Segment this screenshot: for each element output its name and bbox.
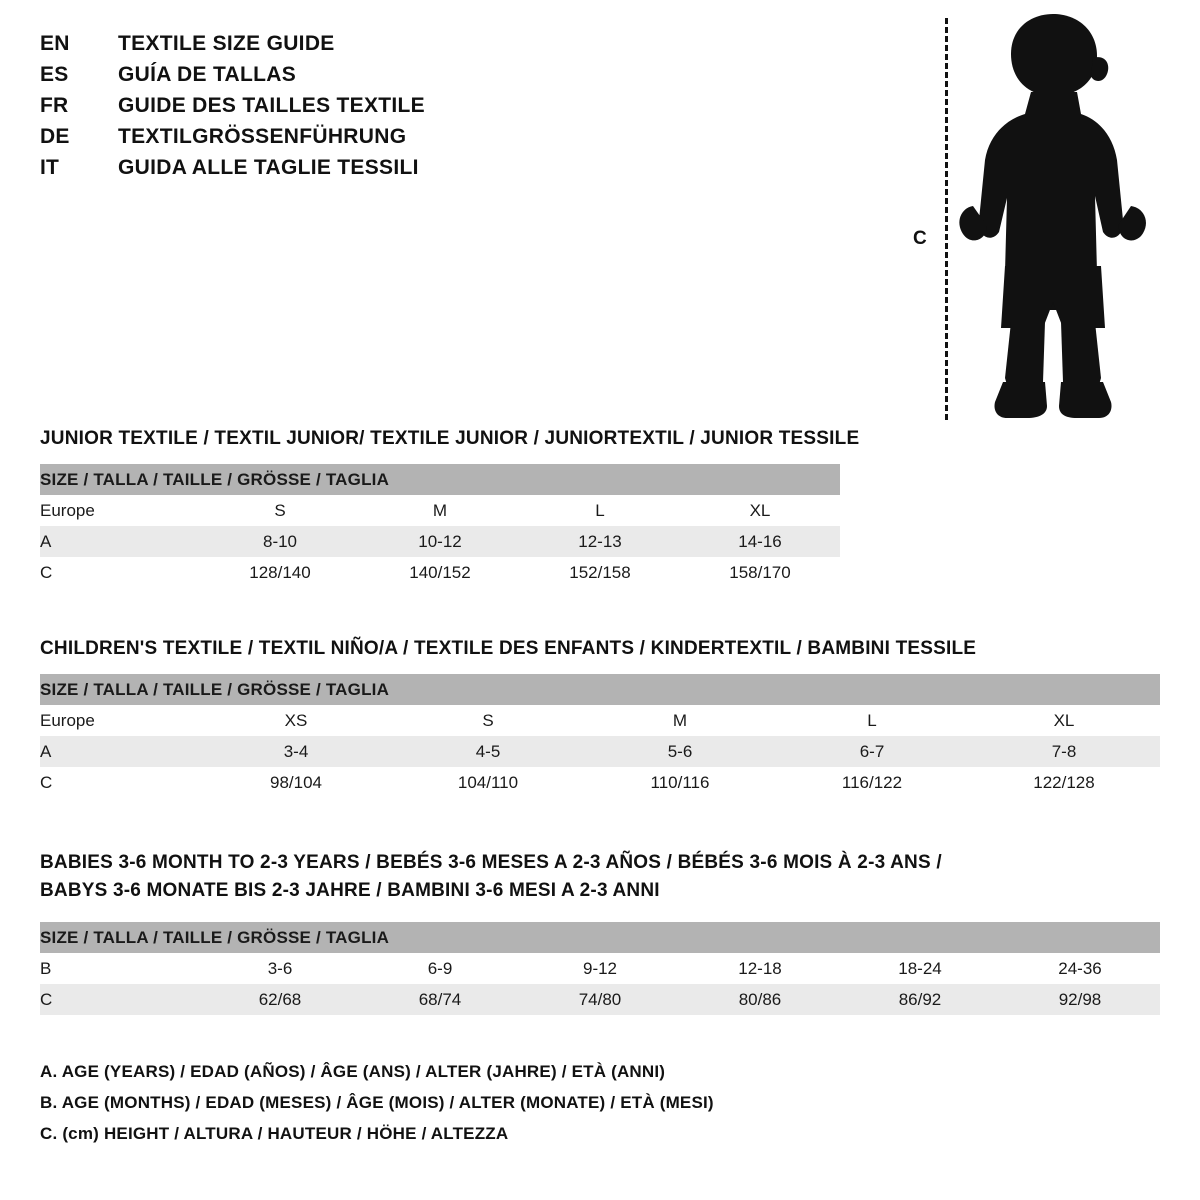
measure-dashed-line (945, 18, 948, 420)
cell-c-5: 86/92 (840, 984, 1000, 1015)
language-row-es (40, 63, 660, 94)
cell-a-m: 10-12 (360, 526, 520, 557)
language-code-fr: FR (40, 94, 69, 117)
language-code-de: DE (40, 125, 70, 148)
language-text-de: TEXTILGRÖSSENFÜHRUNG (118, 125, 407, 148)
babies-title-line-1: BABIES 3-6 MONTH TO 2-3 YEARS / BEBÉS 3-6 MESES A 2-3 AÑOS / BÉBÉS 3-6 MOIS À 2-3 ANS / (40, 852, 942, 873)
cell-a-l: 6-7 (776, 736, 968, 767)
language-row-it (40, 156, 660, 187)
row-label-europe: Europe (40, 495, 200, 526)
cell-a-xl: 7-8 (968, 736, 1160, 767)
junior-table-header: SIZE / TALLA / TAILLE / GRÖSSE / TAGLIA (40, 464, 840, 495)
cell-b-6: 24-36 (1000, 953, 1160, 984)
cell-c-1: 62/68 (200, 984, 360, 1015)
cell-c-xs: 98/104 (200, 767, 392, 798)
cell-europe-m: M (584, 705, 776, 736)
language-code-es: ES (40, 63, 69, 86)
table-row (40, 705, 1160, 736)
table-row (40, 526, 840, 557)
row-label-a: A (40, 736, 200, 767)
measure-label-c: C (913, 228, 927, 249)
children-section (40, 638, 1160, 798)
table-header-row (40, 674, 1160, 705)
cell-europe-s: S (392, 705, 584, 736)
cell-b-5: 18-24 (840, 953, 1000, 984)
cell-c-m: 140/152 (360, 557, 520, 588)
cell-europe-m: M (360, 495, 520, 526)
cell-europe-xs: XS (200, 705, 392, 736)
children-table-header: SIZE / TALLA / TAILLE / GRÖSSE / TAGLIA (40, 674, 1160, 705)
row-label-a: A (40, 526, 200, 557)
cell-c-xl: 122/128 (968, 767, 1160, 798)
language-code-it: IT (40, 156, 60, 179)
babies-section (40, 852, 1160, 1015)
cell-b-1: 3-6 (200, 953, 360, 984)
height-measure-figure (895, 10, 1155, 420)
cell-c-s: 104/110 (392, 767, 584, 798)
cell-c-3: 74/80 (520, 984, 680, 1015)
babies-table-header: SIZE / TALLA / TAILLE / GRÖSSE / TAGLIA (40, 922, 1160, 953)
language-text-en: TEXTILE SIZE GUIDE (118, 32, 335, 55)
junior-size-table (40, 464, 840, 588)
legend-section (40, 1062, 1160, 1155)
cell-europe-xl: XL (968, 705, 1160, 736)
cell-a-m: 5-6 (584, 736, 776, 767)
cell-europe-s: S (200, 495, 360, 526)
language-text-it: GUIDA ALLE TAGLIE TESSILI (118, 156, 419, 179)
cell-europe-l: L (776, 705, 968, 736)
junior-section-title: JUNIOR TEXTILE / TEXTIL JUNIOR/ TEXTILE JUNIOR / JUNIORTEXTIL / JUNIOR TESSILE (40, 428, 860, 449)
table-row (40, 557, 840, 588)
children-size-table (40, 674, 1160, 798)
language-title-list (40, 32, 660, 187)
table-row (40, 767, 1160, 798)
legend-line-a: A. AGE (YEARS) / EDAD (AÑOS) / ÂGE (ANS) / ALTER (JAHRE) / ETÀ (ANNI) (40, 1062, 666, 1081)
cell-c-4: 80/86 (680, 984, 840, 1015)
junior-section (40, 428, 1160, 588)
language-row-en (40, 32, 660, 63)
child-silhouette-icon (953, 10, 1153, 422)
cell-c-xl: 158/170 (680, 557, 840, 588)
cell-b-2: 6-9 (360, 953, 520, 984)
language-row-fr (40, 94, 660, 125)
language-code-en: EN (40, 32, 70, 55)
language-text-fr: GUIDE DES TAILLES TEXTILE (118, 94, 425, 117)
table-row (40, 495, 840, 526)
cell-a-s: 4-5 (392, 736, 584, 767)
row-label-c: C (40, 767, 200, 798)
language-row-de (40, 125, 660, 156)
babies-title-line-2: BABYS 3-6 MONATE BIS 2-3 JAHRE / BAMBINI 3-6 MESI A 2-3 ANNI (40, 880, 660, 901)
babies-size-table (40, 922, 1160, 1015)
cell-b-4: 12-18 (680, 953, 840, 984)
children-section-title: CHILDREN'S TEXTILE / TEXTIL NIÑO/A / TEXTILE DES ENFANTS / KINDERTEXTIL / BAMBINI TESSILE (40, 638, 977, 659)
cell-a-l: 12-13 (520, 526, 680, 557)
table-row (40, 984, 1160, 1015)
cell-a-xs: 3-4 (200, 736, 392, 767)
cell-c-l: 116/122 (776, 767, 968, 798)
language-text-es: GUÍA DE TALLAS (118, 63, 297, 86)
legend-line-b: B. AGE (MONTHS) / EDAD (MESES) / ÂGE (MOIS) / ALTER (MONATE) / ETÀ (MESI) (40, 1093, 714, 1112)
table-header-row (40, 922, 1160, 953)
cell-europe-xl: XL (680, 495, 840, 526)
cell-c-6: 92/98 (1000, 984, 1160, 1015)
row-label-b: B (40, 953, 200, 984)
cell-a-xl: 14-16 (680, 526, 840, 557)
row-label-europe: Europe (40, 705, 200, 736)
table-header-row (40, 464, 840, 495)
cell-c-s: 128/140 (200, 557, 360, 588)
row-label-c: C (40, 984, 200, 1015)
cell-c-2: 68/74 (360, 984, 520, 1015)
cell-c-l: 152/158 (520, 557, 680, 588)
legend-line-c: C. (cm) HEIGHT / ALTURA / HAUTEUR / HÖHE / ALTEZZA (40, 1124, 509, 1143)
cell-europe-l: L (520, 495, 680, 526)
cell-b-3: 9-12 (520, 953, 680, 984)
table-row (40, 953, 1160, 984)
row-label-c: C (40, 557, 200, 588)
cell-a-s: 8-10 (200, 526, 360, 557)
cell-c-m: 110/116 (584, 767, 776, 798)
table-row (40, 736, 1160, 767)
babies-section-title (40, 852, 1160, 908)
